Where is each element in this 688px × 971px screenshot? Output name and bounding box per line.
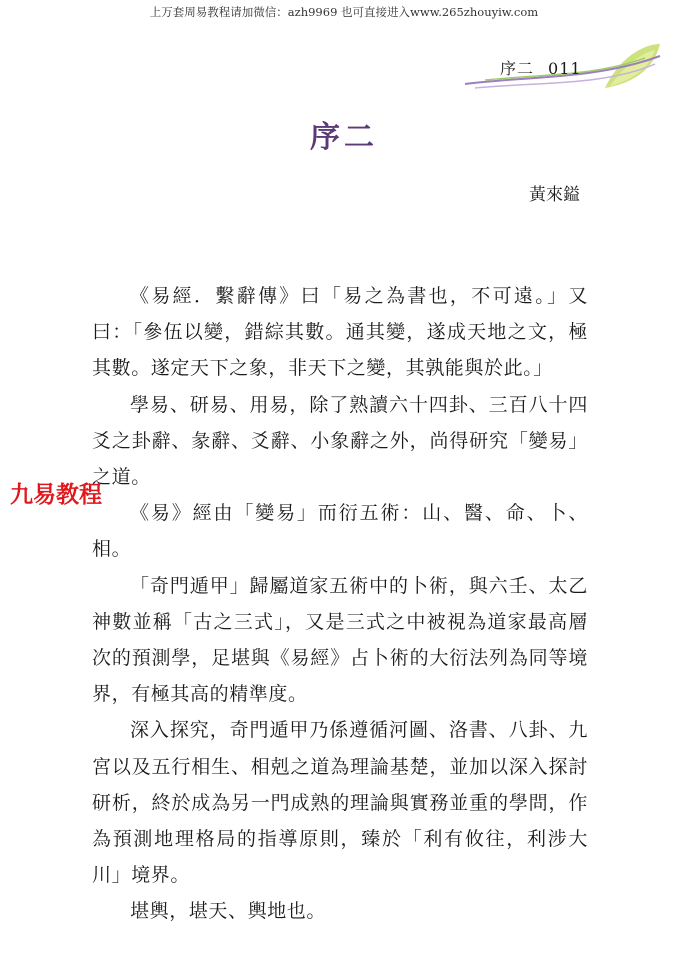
top-banner-text: 上万套周易教程请加微信：azh9969 也可直接进入www.265zhouyiw.com: [149, 5, 539, 19]
running-head: [500, 56, 582, 79]
chapter-title: 序二: [310, 120, 378, 155]
paragraph: 《易經．繫辭傳》曰「易之為書也，不可遠。」又曰：「參伍以變，錯綜其數。通其變，遂成天地之文，極其數。遂定天下之象，非天下之變，其孰能與於此。」: [92, 285, 588, 380]
paragraph: 堪輿，堪天、輿地也。: [130, 900, 327, 923]
watermark-text: 九易教程: [10, 482, 102, 508]
running-head-section: 序二: [500, 59, 535, 78]
author-name: 黃來鎰: [529, 185, 580, 205]
page-number: 011: [548, 59, 582, 78]
paragraph: 深入探究，奇門遁甲乃係遵循河圖、洛書、八卦、九宮以及五行相生、相剋之道為理論基楚，並加以深入探討研析，終於成為另一門成熟的理論與實務並重的學問，作為預測地理格局的指導原則，臻於「利有攸往，利涉大川」境界。: [92, 719, 588, 887]
paragraph: 「奇門遁甲」歸屬道家五術中的卜術，與六壬、太乙神數並稱「古之三式」，又是三式之中被視為道家最高層次的預測學，足堪與《易經》占卜術的大衍法列為同等境界，有極其高的精準度。: [92, 574, 588, 706]
paragraph: 學易、研易、用易，除了熟讀六十四卦、三百八十四爻之卦辭、彖辭、爻辭、小象辭之外，尚得研究「變易」之道。: [92, 393, 588, 489]
body-text: [92, 278, 588, 930]
paragraph: 《易》經由「變易」而衍五術：山、醫、命、卜、相。: [92, 502, 588, 561]
